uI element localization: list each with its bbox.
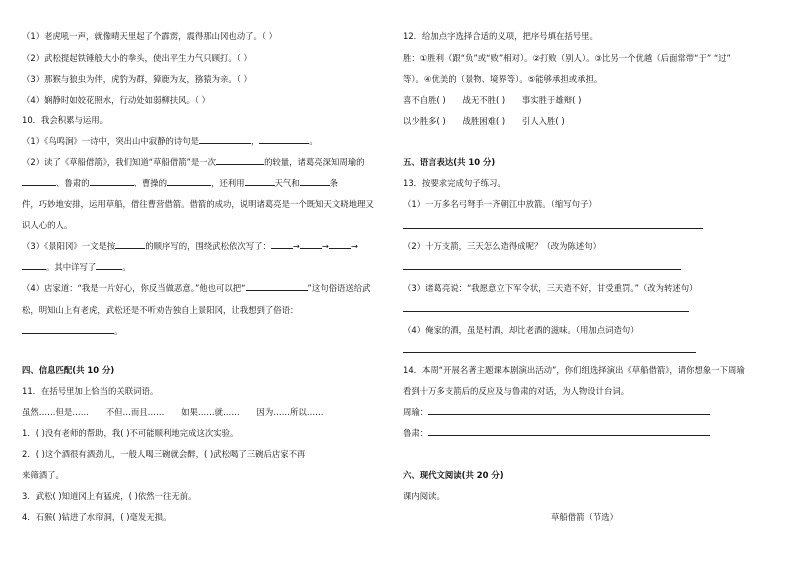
answer-blank[interactable]	[22, 333, 114, 334]
q10-item-2-line-3: 件，巧妙地安排，运用草船，借往曹营借箭。借箭的成功，说明诸葛亮是一个既知天文晓地理又	[22, 199, 374, 209]
q13-item-3: （3）诸葛亮说：“我愿意立下军令状，三天造不好，甘受重罚。”（改为转述句）	[403, 283, 698, 293]
q12-row-2: 以少胜多( ) 战胜困难( ) 引人入胜( )	[403, 116, 565, 126]
q14-line-2: 看到十万多支箭后的反应及与鲁肃的对话，为人物设计台词。	[403, 386, 630, 396]
q15-intro: 课内阅读。	[403, 491, 445, 501]
answer-line[interactable]	[403, 227, 703, 229]
q10-item-2-line-2: 、鲁肃的 、曹操的 ，还利用 天气和 条	[22, 178, 338, 189]
answer-line[interactable]	[403, 310, 689, 312]
q13-item-4: （4）俺家的酒，虽是村酒，却比老酒的滋味。（用加点词造句）	[403, 325, 639, 335]
zhouyu-answer-line[interactable]	[428, 414, 710, 415]
q12-title: 12．给加点字选择合适的义项，把序号填在括号里。	[403, 31, 598, 41]
answer-blank[interactable]	[329, 248, 351, 249]
answer-blank[interactable]	[167, 185, 211, 186]
answer-line[interactable]	[403, 351, 696, 353]
q11-item-3: 3．武松( )知道冈上有猛虎，( )依然一往无前。	[22, 491, 197, 501]
q14-line-1: 14．本周“开展名著主题课本剧演出活动”，你们组选择演出《草船借箭》，请你想象一下周瑜	[403, 365, 745, 375]
answer-blank[interactable]	[246, 290, 308, 291]
q12-definition-line-1: 胜：①胜利（跟“负”或“败”相对）。②打败（别人）。③比另一个优越（后面常带“于” “过”	[403, 53, 731, 63]
q11-item-4: 4．石猴( )钻进了水帘洞，( )毫发无损。	[22, 512, 172, 522]
q11-title: 11．在括号里加上恰当的关联词语。	[22, 386, 159, 396]
q13-title: 13．按要求完成句子练习。	[403, 178, 506, 188]
q10-item-2-line-4: 识人心的人。	[22, 220, 73, 230]
q9-item-2: （2）武松提起铁锤般大小的拳头，使出平生力气只顾打。（ ）	[22, 53, 252, 63]
q11-item-2-line-2: 来筛酒了。	[22, 470, 64, 480]
answer-blank[interactable]	[22, 185, 56, 186]
answer-blank[interactable]	[300, 185, 330, 186]
q13-item-1: （1）一万多名弓弩手一齐朝江中放箭。（缩写句子）	[403, 199, 597, 209]
answer-blank[interactable]	[271, 248, 293, 249]
q11-options: 虽然……但是…… 不但…而且…… 如果……就…… 因为……所以……	[22, 407, 324, 417]
q11-item-1: 1．( )没有老师的帮助，我( )不可能顺利地完成这次实验。	[22, 428, 239, 438]
zhouyu-label: 周瑜：	[403, 407, 429, 417]
q9-item-3: （3）那猴与狼虫为伴，虎豹为群，獐鹿为友，猕猿为亲。（ ）	[22, 74, 252, 84]
q14-zhouyu-row	[403, 407, 710, 418]
q10-item-3-line-1: （3）《景阳冈》一文是按 的顺序写的，围绕武松依次写了： → → →	[22, 241, 358, 251]
q10-title: 10．我会积累与运用。	[22, 115, 109, 125]
q11-item-2-line-1: 2．( )这个酒很有酒劲儿，一般人喝三碗就会醉，( )武松喝了三碗后店家不再	[22, 449, 306, 459]
answer-blank[interactable]	[96, 269, 122, 270]
section-5-title: 五、语言表达(共 10 分)	[403, 157, 496, 167]
answer-blank[interactable]	[90, 185, 134, 186]
q12-definition-line-2: 等）。④优美的（景物、境界等）。⑤能够承担或承担。	[403, 74, 603, 84]
q10-item-2-line-1: （2）读了《草船借箭》，我们知道“草船借箭”是一次 的较量，诸葛亮深知周瑜的	[22, 157, 365, 167]
q10-item-3-line-2: 。其中详写了 。	[22, 262, 131, 273]
answer-blank[interactable]	[199, 143, 251, 144]
answer-blank[interactable]	[245, 185, 275, 186]
q10-item-1: （1）《鸟鸣涧》一诗中，突出山中寂静的诗句是 ， 。	[22, 136, 318, 146]
section-4-title: 四、信息匹配(共 10 分)	[22, 365, 115, 375]
answer-blank[interactable]	[259, 143, 309, 144]
q10-item-4-line-3: 。	[22, 326, 122, 337]
q9-item-4: （4）娴静时如姣花照水，行动处如弱柳扶风。（ ）	[22, 95, 211, 105]
q10-item-4-line-2: 松，明知山上有老虎，武松还是不听劝告独自上景阳冈，让我想到了俗语：	[22, 305, 299, 315]
answer-line[interactable]	[403, 268, 681, 270]
section-6-title: 六、现代文阅读(共 20 分)	[403, 470, 504, 480]
q10-item-4-line-1: （4）店家道：“我是一片好心，你反当做恶意。”他也可以把“ ”这句俗语送给武	[22, 283, 371, 293]
passage-title: 草船借箭（节选）	[551, 512, 618, 522]
q9-item-1: （1）老虎吼一声，就像晴天里起了个霹雳，震得那山冈也动了。（ ）	[22, 31, 278, 41]
answer-blank[interactable]	[216, 164, 264, 165]
answer-blank[interactable]	[115, 248, 145, 249]
q12-row-1: 喜不自胜( ) 战无不胜( ) 事实胜于雄辩( )	[403, 95, 582, 105]
answer-blank[interactable]	[300, 248, 322, 249]
q14-lusu-row	[403, 428, 710, 439]
answer-blank[interactable]	[22, 269, 46, 270]
q13-item-2: （2）十万支箭，三天怎么造得成呢？（改为陈述句）	[403, 241, 601, 251]
lusu-label: 鲁肃：	[403, 428, 429, 438]
lusu-answer-line[interactable]	[428, 435, 710, 436]
